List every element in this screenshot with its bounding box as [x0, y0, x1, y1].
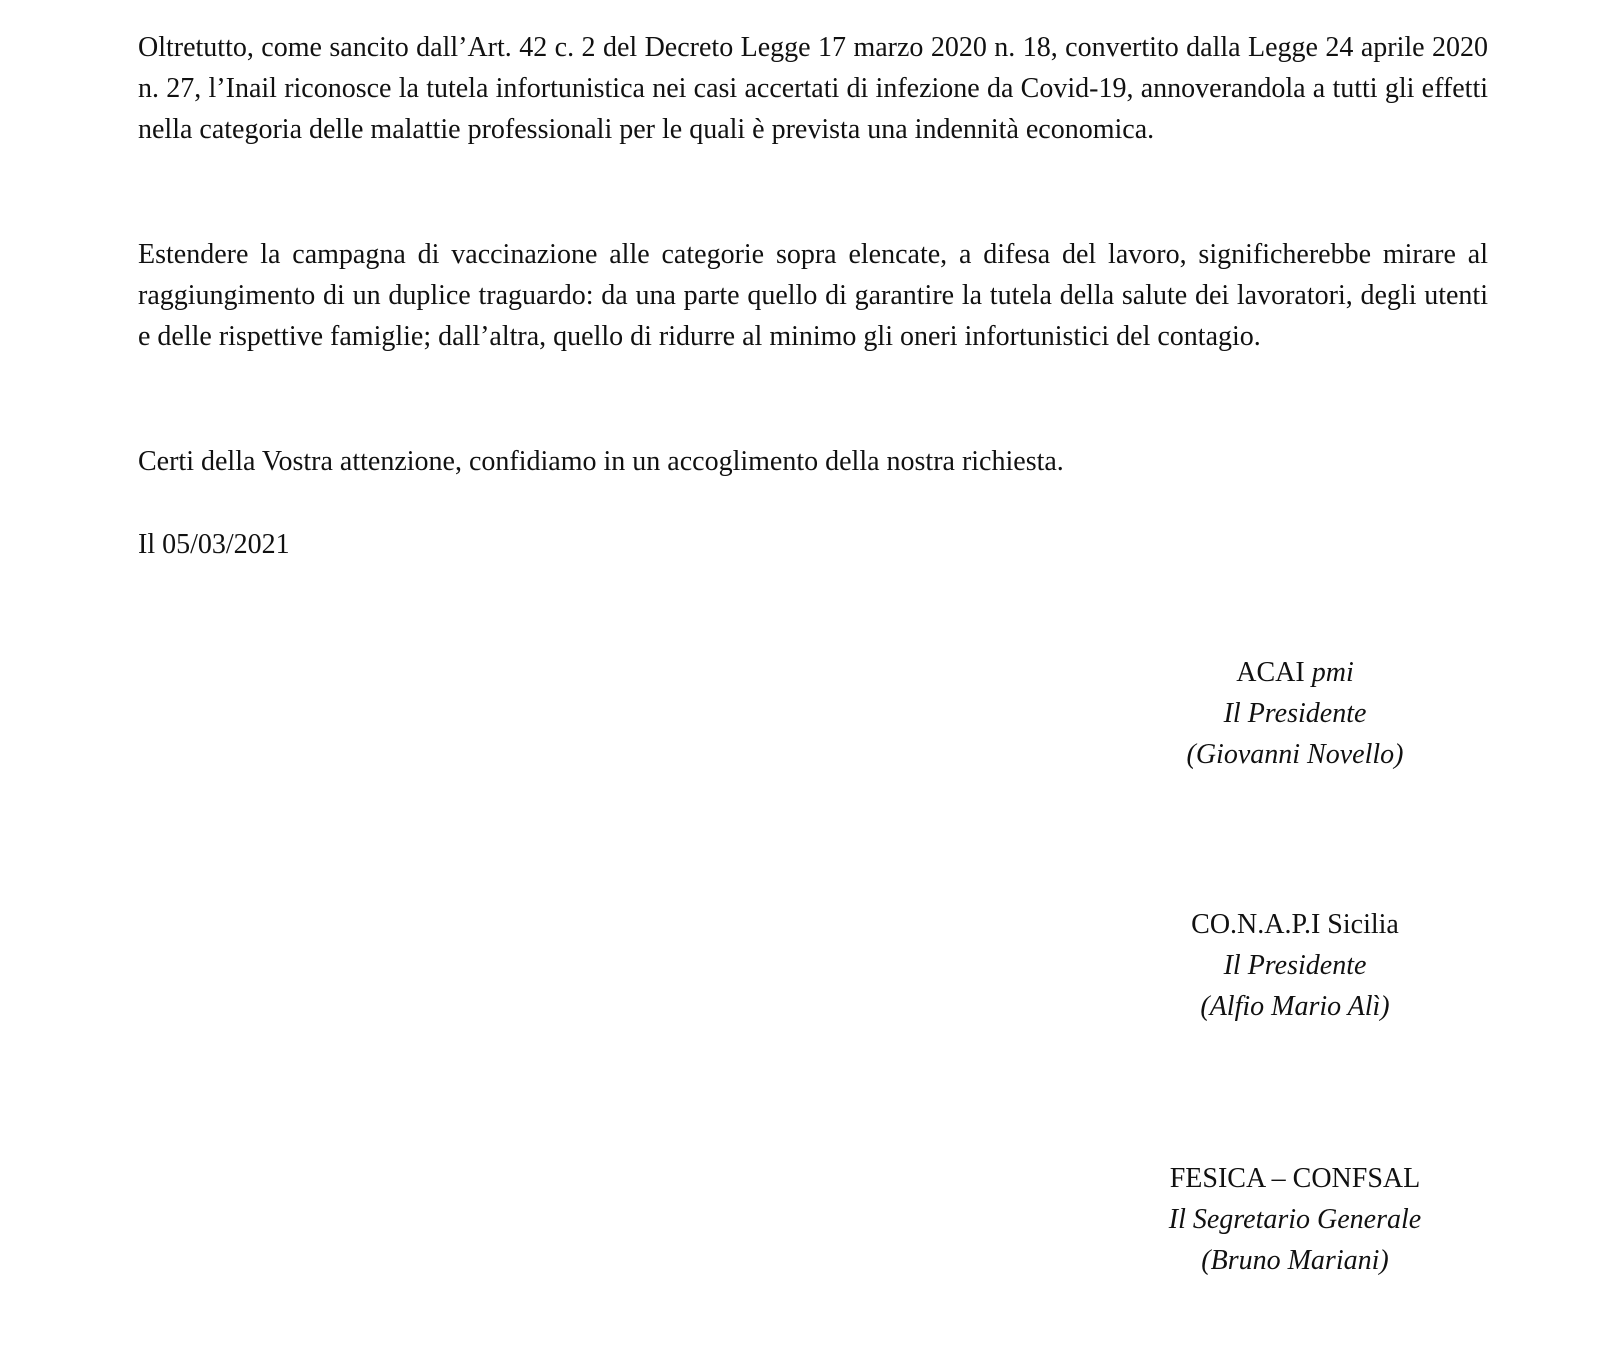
paragraph-closing: Certi della Vostra attenzione, confidiamo in un accoglimento della nostra richiesta.	[138, 446, 1064, 477]
signature-role: Il Presidente	[1223, 950, 1367, 981]
paragraph-vaccination-campaign: Estendere la campagna di vaccinazione alle categorie sopra elencate, a difesa del lavoro, significherebbe mirare al raggiungimento di un duplice traguardo: da una parte quello di garantire la tutela della salute dei lavoratori, degli utenti e delle rispettive famiglie; dall’altra, quello di ridurre al minimo gli oneri infortunistici del contagio.	[138, 239, 1488, 352]
organization-name: ACAI	[1236, 657, 1305, 688]
signature-role: Il Presidente	[1223, 698, 1367, 729]
date-line: Il 05/03/2021	[138, 529, 290, 560]
signature-organization: CO.N.A.P.I Sicilia	[1191, 909, 1399, 940]
signature-organization	[1095, 652, 1495, 693]
paragraph-inail-coverage: Oltretutto, come sancito dall’Art. 42 c. 2 del Decreto Legge 17 marzo 2020 n. 18, convertito dalla Legge 24 aprile 2020 n. 27, l’Inail riconosce la tutela infortunistica nei casi accertati di infezione da Covid-19, annoverandola a tutti gli effetti nella categoria delle malattie professionali per le quali è prevista una indennità economica.	[138, 32, 1488, 145]
signature-organization: FESICA – CONFSAL	[1169, 1163, 1421, 1194]
signature-block-acai	[1095, 652, 1495, 775]
organization-suffix: pmi	[1311, 657, 1354, 688]
signature-role: Il Segretario Generale	[1168, 1204, 1422, 1235]
signature-person: (Giovanni Novello)	[1186, 739, 1404, 770]
signature-person: (Bruno Mariani)	[1201, 1245, 1389, 1276]
signature-block-fesica	[1095, 1158, 1495, 1281]
signature-block-conapi	[1095, 904, 1495, 1027]
signature-person: (Alfio Mario Alì)	[1200, 991, 1390, 1022]
